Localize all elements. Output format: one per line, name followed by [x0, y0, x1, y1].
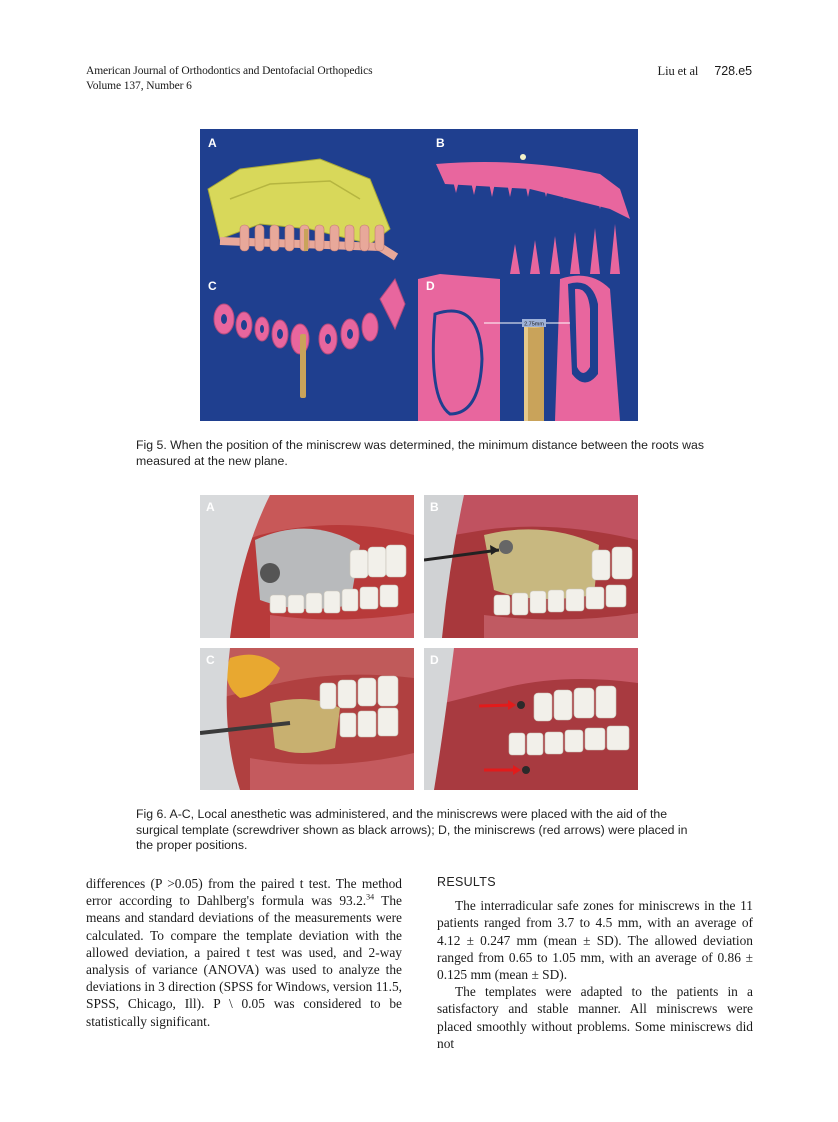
journal-title: American Journal of Orthodontics and Dentofacial Orthopedics — [86, 65, 373, 77]
fig6-panel-c — [200, 648, 414, 790]
running-header — [86, 64, 506, 94]
fig6-panel-a — [200, 495, 414, 638]
fig5-panel-label-a: A — [208, 136, 217, 150]
citation-superscript: 34 — [366, 892, 375, 902]
journal-volume: Volume 137, Number 6 — [86, 80, 192, 92]
fig5-panel-label-b: B — [436, 136, 445, 150]
fig5-measure-label: 2.75mm — [524, 321, 544, 328]
figure-5-caption: Fig 5. When the position of the miniscrew was determined, the minimum distance between the roots was measured at the new plane. — [136, 438, 704, 468]
fig6-panel-d — [424, 648, 638, 790]
fig5-panel-label-d: D — [426, 279, 435, 293]
methods-text-part-2: The means and standard deviations of the measurements were calculated. To compare the template deviation with the allowed deviation, a paired t test was used, and 2-way analysis of variance (ANOVA) was used to analyze the deviations in 3 direction (SPSS for Windows, version 11.5, SPSS, Chicago, Ill). P \ 0.05 was considered to be statistically significant. — [86, 893, 402, 1029]
results-paragraph-1: The interradicular safe zones for miniscrews in the 11 patients ranged from 3.7 to 4.5 mm, with an average of 4.12 ± 0.247 mm (mean ± SD). The allowed deviation ranged from 0.65 to 1.05 mm, with an average of 0.86 ± 0.125 mm (mean ± SD). — [437, 898, 753, 983]
header-page-number: 728.e5 — [714, 64, 752, 78]
header-page-info — [658, 64, 752, 79]
figure-5-image — [200, 129, 638, 421]
right-column — [437, 874, 753, 1052]
left-column — [86, 875, 402, 1030]
fig6-panel-label-b: B — [430, 500, 439, 514]
fig5-panel-label-c: C — [208, 279, 217, 293]
results-heading: RESULTS — [437, 875, 496, 889]
header-authors: Liu et al — [657, 64, 699, 78]
methods-paragraph — [86, 875, 402, 1030]
methods-text-part-1: differences (P >0.05) from the paired t test. The method error according to Dahlberg's formula was 93.2. — [86, 876, 402, 909]
fig6-panel-label-c: C — [206, 653, 215, 667]
fig6-panel-label-a: A — [206, 500, 215, 514]
figure-5-illustration — [200, 129, 638, 421]
fig6-panel-label-d: D — [430, 653, 439, 667]
results-paragraph-2: The templates were adapted to the patients in a satisfactory and stable manner. All miniscrews were placed smoothly without problems. Some miniscrews did not — [437, 984, 753, 1051]
figure-6-caption: Fig 6. A-C, Local anesthetic was administered, and the miniscrews were placed with the aid of the surgical template (screwdriver shown as black arrows); D, the miniscrews (red arrows) were placed in the proper positions. — [136, 807, 688, 852]
fig6-panel-b — [424, 495, 638, 638]
figure-6-image — [200, 495, 638, 790]
